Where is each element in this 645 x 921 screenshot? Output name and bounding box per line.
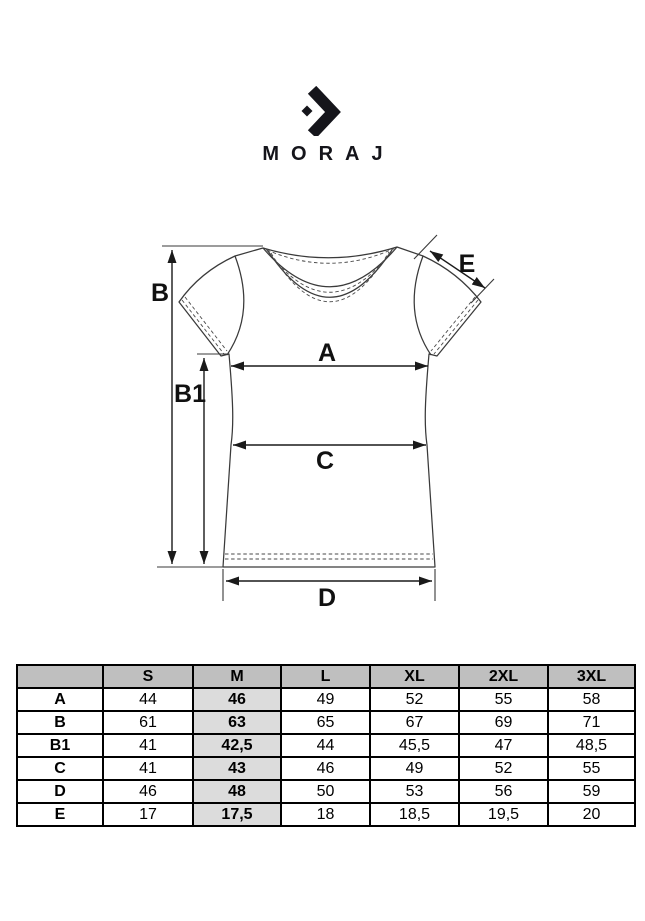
- size-value: 56: [459, 780, 548, 803]
- column-header-3xl: 3XL: [548, 665, 635, 688]
- size-value: 52: [370, 688, 459, 711]
- row-label: B: [17, 711, 103, 734]
- back-neck-stitch: [267, 249, 393, 263]
- right-cuff-stitch: [431, 297, 478, 354]
- column-header-s: S: [103, 665, 193, 688]
- size-value: 44: [103, 688, 193, 711]
- size-value: 58: [548, 688, 635, 711]
- size-value: 20: [548, 803, 635, 826]
- size-value: 65: [281, 711, 370, 734]
- brand-logo: [0, 86, 645, 166]
- size-value: 47: [459, 734, 548, 757]
- measure-label-b: B: [150, 279, 170, 307]
- size-value: 18: [281, 803, 370, 826]
- measure-label-b1: B1: [174, 380, 206, 408]
- size-value: 46: [281, 757, 370, 780]
- size-value-highlighted: 46: [193, 688, 281, 711]
- size-value: 52: [459, 757, 548, 780]
- size-value: 45,5: [370, 734, 459, 757]
- size-value-highlighted: 17,5: [193, 803, 281, 826]
- brand-name: MORAJ: [262, 143, 395, 165]
- size-table-header-row: [17, 665, 635, 688]
- size-value: 49: [281, 688, 370, 711]
- diamond-arrow-icon: [299, 86, 347, 136]
- size-value: 55: [459, 688, 548, 711]
- size-value: 55: [548, 757, 635, 780]
- measure-label-a: A: [317, 339, 337, 367]
- logo-chevron: [316, 94, 333, 130]
- table-row-a: [17, 688, 635, 711]
- right-armhole-seam: [414, 256, 431, 355]
- table-row-d: [17, 780, 635, 803]
- size-value: 44: [281, 734, 370, 757]
- column-header-m: M: [193, 665, 281, 688]
- size-value: 18,5: [370, 803, 459, 826]
- size-value: 19,5: [459, 803, 548, 826]
- row-label: D: [17, 780, 103, 803]
- size-value-highlighted: 43: [193, 757, 281, 780]
- row-label: C: [17, 757, 103, 780]
- row-label: E: [17, 803, 103, 826]
- size-value: 41: [103, 734, 193, 757]
- table-row-e: [17, 803, 635, 826]
- hem-stitch: [225, 554, 433, 559]
- column-header-xl: XL: [370, 665, 459, 688]
- e-extension-bottom: [471, 279, 494, 303]
- tshirt-outline: [179, 247, 481, 567]
- size-value: 69: [459, 711, 548, 734]
- column-header-2xl: 2XL: [459, 665, 548, 688]
- size-value: 53: [370, 780, 459, 803]
- row-label: B1: [17, 734, 103, 757]
- size-value: 48,5: [548, 734, 635, 757]
- e-extension-top: [414, 235, 437, 259]
- size-value-highlighted: 63: [193, 711, 281, 734]
- size-value: 67: [370, 711, 459, 734]
- column-header-blank: [17, 665, 103, 688]
- logo-diamond-dot: [301, 106, 312, 117]
- size-value: 59: [548, 780, 635, 803]
- left-armhole-seam: [227, 256, 244, 355]
- size-value: 71: [548, 711, 635, 734]
- table-row-b: [17, 711, 635, 734]
- left-cuff-stitch: [182, 297, 227, 354]
- size-value: 61: [103, 711, 193, 734]
- size-value: 50: [281, 780, 370, 803]
- size-table: [16, 664, 636, 827]
- measure-label-d: D: [317, 584, 337, 612]
- table-row-b1: [17, 734, 635, 757]
- size-value: 49: [370, 757, 459, 780]
- measure-arrow-e: [430, 251, 485, 288]
- row-label: A: [17, 688, 103, 711]
- measure-label-c: C: [315, 447, 335, 475]
- size-value: 17: [103, 803, 193, 826]
- column-header-l: L: [281, 665, 370, 688]
- table-row-c: [17, 757, 635, 780]
- size-value: 41: [103, 757, 193, 780]
- tshirt-measurement-diagram: [130, 215, 520, 645]
- size-value-highlighted: 48: [193, 780, 281, 803]
- size-value: 46: [103, 780, 193, 803]
- measure-label-e: E: [458, 250, 476, 278]
- size-value-highlighted: 42,5: [193, 734, 281, 757]
